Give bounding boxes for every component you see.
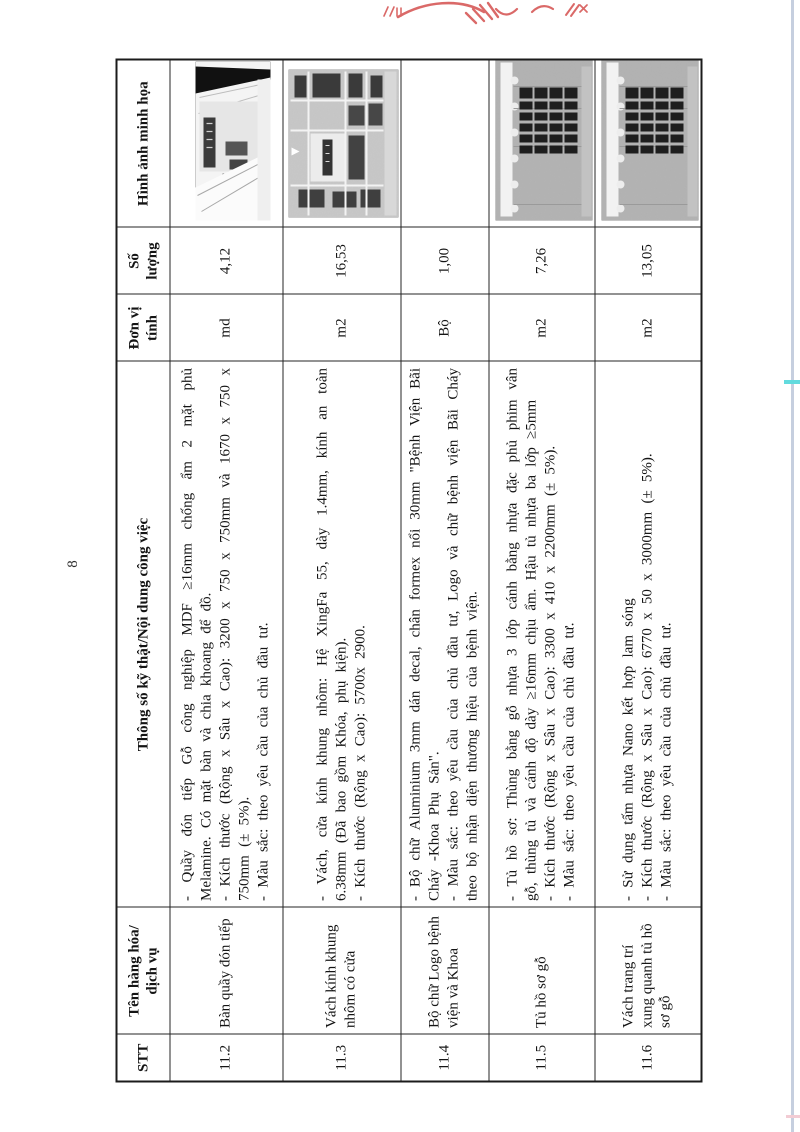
stt-cell: 11.5 [489, 1035, 595, 1082]
qty-cell: 1,00 [401, 228, 489, 295]
unit-cell: m2 [489, 295, 595, 362]
reception-desk-3d-render-image [196, 62, 271, 221]
cyan-mark [784, 380, 800, 384]
spec-line: - Bộ chữ Aluminium 3mm dán decal, chân formex nổi 30mm "Bệnh Viện Bãi Cháy -Khoa Phụ Sản". [407, 368, 443, 901]
unit-cell: md [170, 295, 283, 362]
unit-cell: m2 [283, 295, 401, 362]
table-row [170, 60, 283, 1082]
spec-line: - Màu sắc: theo yêu cầu của chủ đầu tư. [658, 622, 674, 901]
spec-line: - Tủ hồ sơ: Thùng bằng gỗ nhựa 3 lớp cánh bằng nhựa đặc phủ phim vân gỗ, thùng tủ và cánh độ dày ≥16mm chịu ẩm. Hậu tủ nhựa ba lớp ≥5mm [504, 368, 540, 901]
table-row [401, 60, 489, 1082]
spec-line: - Vách, cửa kính khung nhôm: Hệ XingFa 55, dày 1.4mm, kính an toàn 6.38mm (Đã bao gồm Khóa, phụ kiện). [314, 368, 349, 901]
table-row [283, 60, 401, 1082]
spec-table [116, 59, 703, 1083]
specs-cell [595, 362, 702, 908]
specs-cell [170, 362, 283, 908]
spec-line: - Kích thước (Rộng x Sâu x Cao): 3300 x 410 x 2200mm (± 5%). [542, 445, 559, 901]
spec-line: - Màu sắc: theo yêu cầu của chủ đầu tư, Logo và chữ bệnh viện Bãi Cháy theo bộ nhận diện thương hiệu của bệnh viện. [445, 368, 481, 901]
pink-mark [786, 1115, 800, 1118]
spec-line: - Sử dụng tấm nhựa Nano kết hợp lam sóng [620, 598, 636, 901]
spec-line: - Màu sắc: theo yêu cầu của chủ đầu tư. [255, 622, 272, 901]
red-stamp-fragment-icon [370, 0, 595, 28]
file-cabinet-photo-image [495, 60, 592, 222]
table-header-row [117, 60, 170, 1082]
header-qty: Số lượng [117, 228, 170, 295]
stt-cell: 11.2 [170, 1035, 283, 1082]
header-stt: STT [117, 1035, 170, 1082]
specs-cell [401, 362, 489, 908]
glass-partition-3d-render-image [288, 70, 398, 218]
image-cell [595, 60, 702, 228]
qty-cell: 16,53 [283, 228, 401, 295]
header-specs: Thông số kỹ thật/Nội dung công việc [117, 362, 170, 908]
stt-cell: 11.4 [401, 1035, 489, 1082]
image-cell [283, 60, 401, 228]
product-name-cell: Bộ chữ Logo bệnh viện và Khoa [401, 908, 489, 1035]
spec-line: - Kích thước (Rộng x Sâu x Cao): 6770 x 50 x 3000mm (± 5%). [639, 453, 655, 901]
header-product: Tên hàng hóa/ dịch vụ [117, 908, 170, 1035]
spec-line: - Quầy đón tiếp Gỗ công nghiệp MDF ≥16mm chống ẩm 2 mặt phủ Melamine. Có mặt bàn và chia khoang để đồ. [179, 368, 215, 901]
image-cell [489, 60, 595, 228]
spec-line: - Màu sắc: theo yêu cầu của chủ đầu tư. [561, 622, 578, 901]
stt-cell: 11.6 [595, 1035, 702, 1082]
unit-cell: Bộ [401, 295, 489, 362]
image-cell [170, 60, 283, 228]
header-image: Hình ảnh minh họa [117, 60, 170, 228]
product-name-cell: Bàn quầy đón tiếp [170, 908, 283, 1035]
qty-cell: 7,26 [489, 228, 595, 295]
image-cell-empty [401, 60, 489, 228]
product-name-cell: Vách kính khung nhôm có cửa [283, 908, 401, 1035]
scan-edge-line [791, 0, 794, 1132]
file-cabinet-photo-image [601, 60, 698, 222]
specs-cell [283, 362, 401, 908]
unit-cell: m2 [595, 295, 702, 362]
rotated-table-wrap [116, 61, 697, 1083]
spec-line: - Kích thước (Rộng x Cao): 5700x 2900. [352, 625, 368, 901]
table-row [489, 60, 595, 1082]
stt-cell: 11.3 [283, 1035, 401, 1082]
table-row [595, 60, 702, 1082]
product-name-cell: Vách trang trí xung quanh tủ hồ sơ gỗ [595, 908, 702, 1035]
page-number: 8 [65, 560, 81, 568]
qty-cell: 4,12 [170, 228, 283, 295]
header-unit: Đơn vị tính [117, 295, 170, 362]
qty-cell: 13,05 [595, 228, 702, 295]
spec-line: - Kích thước (Rộng x Sâu x Cao): 3200 x 750 x 750mm và 1670 x 750 x 750mm (± 5%). [217, 368, 253, 901]
specs-cell [489, 362, 595, 908]
product-name-cell: Tủ hồ sơ gỗ [489, 908, 595, 1035]
